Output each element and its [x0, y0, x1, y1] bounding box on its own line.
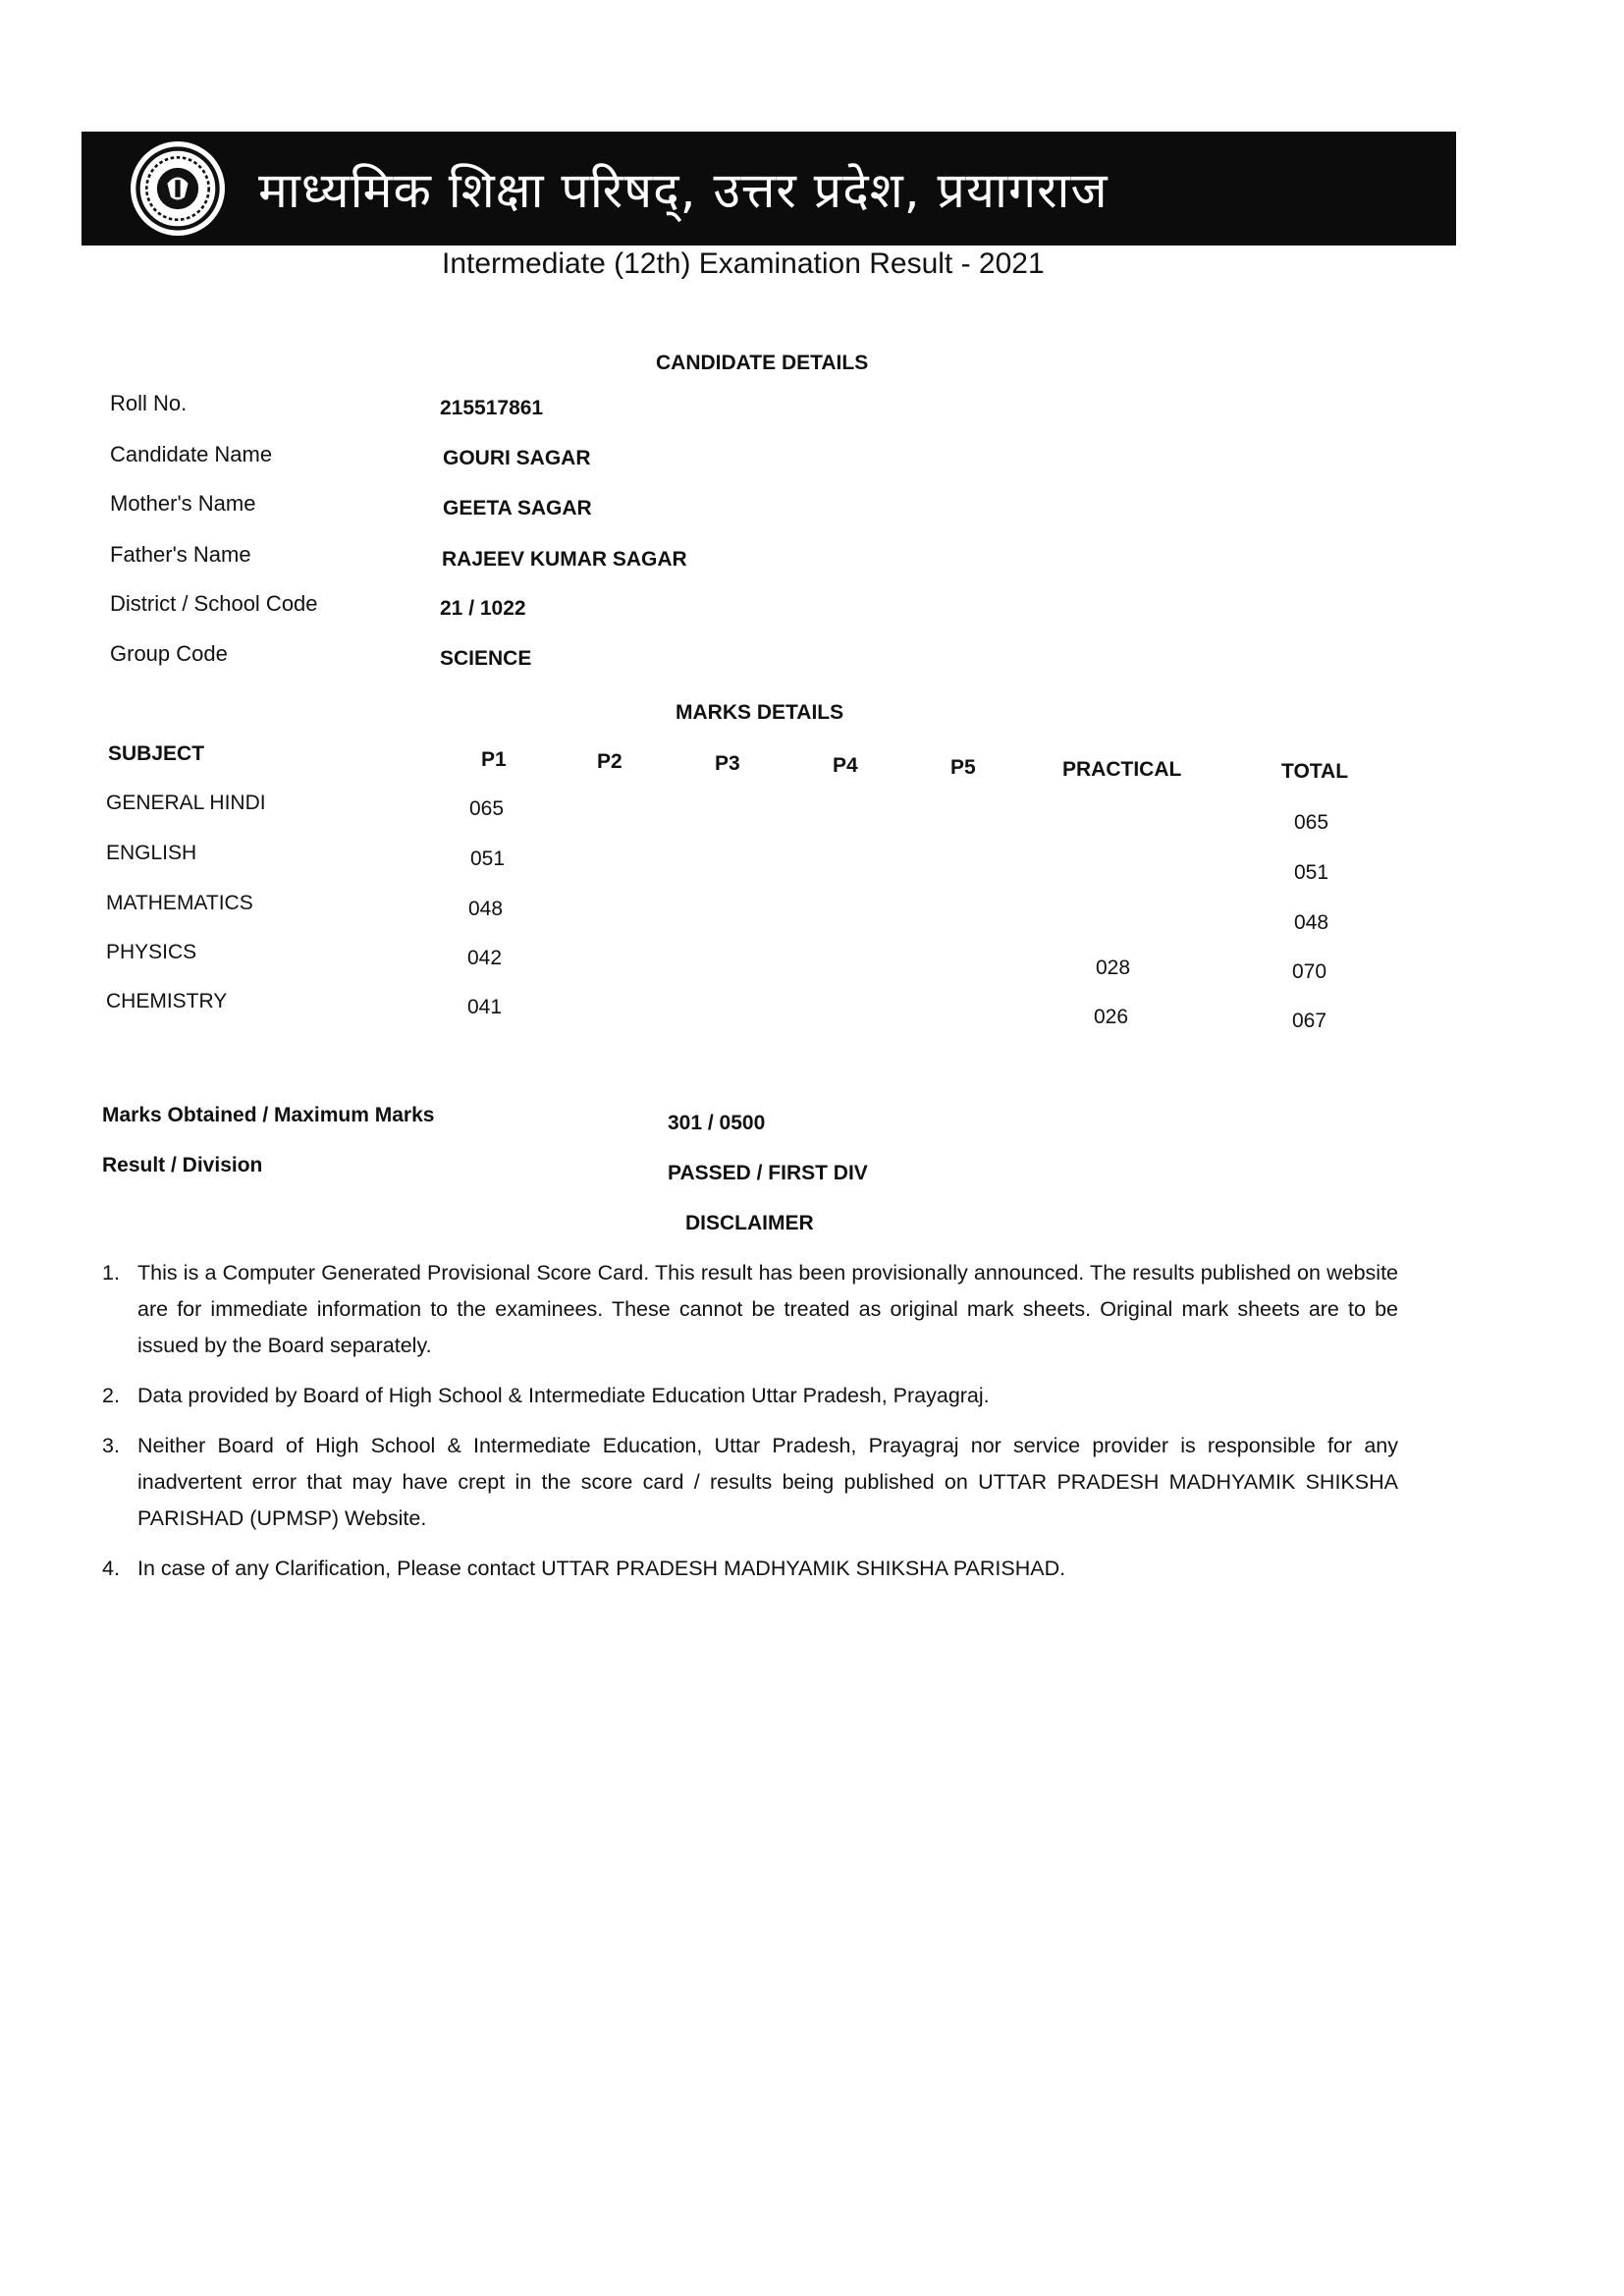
disclaimer-number: 1. — [102, 1261, 120, 1285]
disclaimer-number: 2. — [102, 1384, 120, 1407]
column-p2: P2 — [597, 750, 623, 773]
disclaimer-item — [102, 1255, 1398, 1364]
disclaimer-list — [102, 1255, 1398, 1601]
roll-label: Roll No. — [110, 391, 188, 415]
total-mark: 070 — [1292, 960, 1327, 983]
column-p5: P5 — [950, 756, 976, 779]
p1-mark: 065 — [469, 797, 505, 820]
total-mark: 065 — [1294, 811, 1329, 834]
total-mark: 048 — [1294, 911, 1329, 934]
column-total: TOTAL — [1281, 760, 1349, 783]
subject-name: GENERAL HINDI — [106, 792, 266, 814]
disclaimer-number: 3. — [102, 1434, 120, 1457]
candidate-name-value: GOURI SAGAR — [443, 447, 591, 469]
practical-mark: 026 — [1094, 1006, 1129, 1028]
marks-obtained-value: 301 / 0500 — [668, 1112, 766, 1134]
p1-mark: 048 — [468, 898, 504, 920]
result-division-value: PASSED / FIRST DIV — [668, 1162, 868, 1184]
subject-name: MATHEMATICS — [106, 892, 253, 914]
practical-mark: 028 — [1096, 957, 1131, 979]
column-practical: PRACTICAL — [1062, 758, 1182, 781]
p1-mark: 051 — [470, 847, 506, 870]
subject-name: ENGLISH — [106, 842, 197, 864]
result-division-label: Result / Division — [102, 1154, 263, 1176]
group-code-label: Group Code — [110, 641, 228, 666]
group-code-value: SCIENCE — [440, 647, 532, 670]
district-school-value: 21 / 1022 — [440, 597, 526, 620]
roll-value: 215517861 — [440, 397, 544, 419]
candidate-name-label: Candidate Name — [110, 442, 273, 466]
mother-name-value: GEETA SAGAR — [443, 497, 592, 519]
board-name-hindi: माध्यमिक शिक्षा परिषद्, उत्तर प्रदेश, प्रयागराज — [258, 162, 1109, 219]
header-bar — [81, 132, 1456, 246]
subject-name: PHYSICS — [106, 941, 197, 963]
marks-obtained-label: Marks Obtained / Maximum Marks — [102, 1104, 435, 1126]
p1-mark: 041 — [467, 996, 503, 1018]
disclaimer-text: This is a Computer Generated Provisional Score Card. This result has been provisionally announced. The results published on website are for immediate information to the examinees. These cannot be treated as original mark sheets. Original mark sheets are to be issued by the Board separately. — [137, 1261, 1398, 1357]
upmsp-emblem-icon — [131, 141, 225, 236]
disclaimer-number: 4. — [102, 1557, 120, 1580]
subject-name: CHEMISTRY — [106, 990, 228, 1012]
disclaimer-text: Data provided by Board of High School & Intermediate Education Uttar Pradesh, Prayagraj. — [137, 1384, 990, 1407]
total-mark: 051 — [1294, 861, 1329, 884]
candidate-details-heading: CANDIDATE DETAILS — [656, 352, 869, 374]
mother-name-label: Mother's Name — [110, 491, 256, 516]
disclaimer-item — [102, 1428, 1398, 1537]
disclaimer-text: In case of any Clarification, Please contact UTTAR PRADESH MADHYAMIK SHIKSHA PARISHAD. — [137, 1557, 1066, 1580]
disclaimer-heading: DISCLAIMER — [685, 1212, 814, 1234]
total-mark: 067 — [1292, 1010, 1327, 1032]
father-name-value: RAJEEV KUMAR SAGAR — [442, 548, 687, 571]
column-p4: P4 — [833, 754, 858, 777]
father-name-label: Father's Name — [110, 542, 251, 567]
p1-mark: 042 — [467, 947, 503, 969]
marks-details-heading: MARKS DETAILS — [676, 701, 844, 724]
disclaimer-item — [102, 1551, 1398, 1587]
district-school-label: District / School Code — [110, 591, 318, 616]
column-subject: SUBJECT — [108, 742, 205, 765]
exam-title: Intermediate (12th) Examination Result - 2021 — [442, 247, 1045, 280]
disclaimer-text: Neither Board of High School & Intermediate Education, Uttar Pradesh, Prayagraj nor service provider is responsible for any inadvertent error that may have crept in the score card / results being published on UTTAR PRADESH MADHYAMIK SHIKSHA PARISHAD (UPMSP) Website. — [137, 1434, 1398, 1530]
column-p3: P3 — [715, 752, 740, 775]
disclaimer-item — [102, 1378, 1398, 1414]
column-p1: P1 — [481, 748, 507, 771]
